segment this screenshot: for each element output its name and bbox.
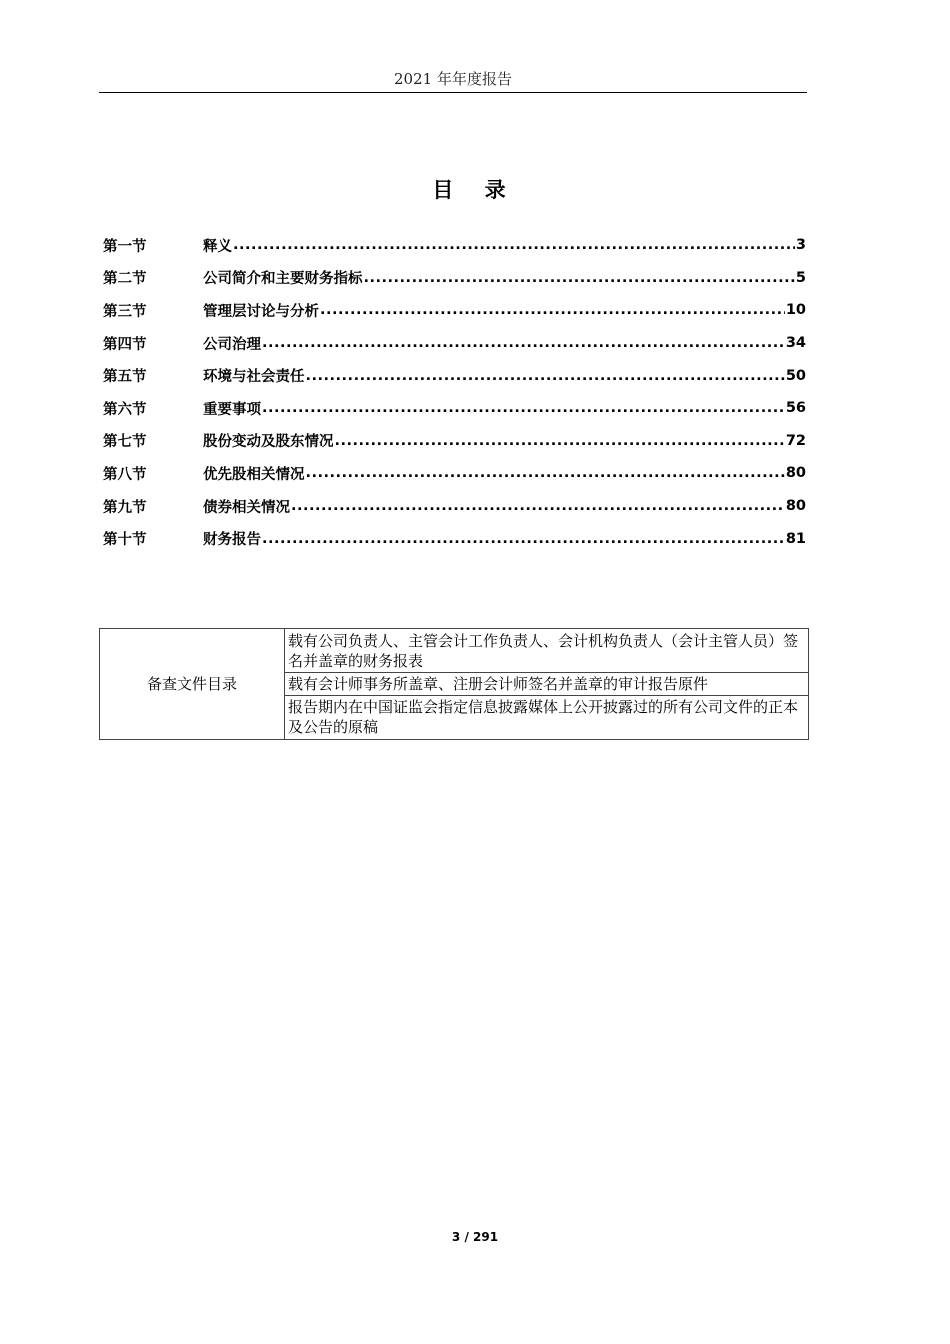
toc-entry[interactable]: [103, 327, 806, 360]
toc-page-number: 80: [785, 498, 806, 515]
toc-dot-leader: [233, 237, 795, 253]
toc-section-number: 第九节: [103, 499, 147, 516]
toc-section-title: 环境与社会责任: [203, 369, 305, 386]
toc-section-number: 第四节: [103, 336, 147, 353]
toc-page-number: 3: [795, 237, 806, 254]
reference-documents-table: [99, 628, 809, 740]
toc-section-number: 第八节: [103, 466, 147, 483]
toc-section-title: 管理层讨论与分析: [203, 303, 319, 320]
toc-page-number: 5: [795, 269, 806, 286]
toc-dot-leader: [364, 270, 795, 286]
toc-page-number: 10: [785, 302, 806, 319]
toc-page-number: 56: [785, 400, 806, 417]
toc-entry[interactable]: [103, 522, 806, 555]
toc-section-number: 第一节: [103, 238, 147, 255]
table-row: [100, 629, 809, 673]
toc-section-title: 财务报告: [203, 532, 261, 549]
toc-section-title: 股份变动及股东情况: [203, 434, 334, 451]
toc-dot-leader: [306, 465, 785, 481]
toc-dot-leader: [262, 400, 785, 416]
toc-page-number: 81: [785, 530, 806, 547]
toc-page-number: 80: [785, 465, 806, 482]
toc-dot-leader: [335, 433, 785, 449]
toc-entry[interactable]: [103, 425, 806, 458]
page-number: 3 / 291: [451, 1230, 499, 1244]
toc-dot-leader: [291, 498, 785, 514]
toc-entry[interactable]: [103, 392, 806, 425]
toc-section-title: 公司简介和主要财务指标: [203, 271, 363, 288]
toc-section-number: 第二节: [103, 271, 147, 288]
toc-entry[interactable]: [103, 229, 806, 262]
reference-document-item: 报告期内在中国证监会指定信息披露媒体上公开披露过的所有公司文件的正本及公告的原稿: [285, 695, 809, 739]
toc-section-title: 优先股相关情况: [203, 466, 305, 483]
reference-document-item: 载有公司负责人、主管会计工作负责人、会计机构负责人（会计主管人员）签名并盖章的财务报表: [285, 629, 809, 673]
toc-section-title: 债券相关情况: [203, 499, 290, 516]
toc-section-number: 第六节: [103, 401, 147, 418]
toc-dot-leader: [306, 368, 785, 384]
toc-section-number: 第十节: [103, 532, 147, 549]
toc-dot-leader: [262, 335, 785, 351]
toc-entry[interactable]: [103, 359, 806, 392]
toc-entry[interactable]: [103, 457, 806, 490]
reference-document-item: 载有会计师事务所盖章、注册会计师签名并盖章的审计报告原件: [285, 673, 809, 696]
toc-entry[interactable]: [103, 490, 806, 523]
toc-page-number: 72: [785, 432, 806, 449]
toc-entry[interactable]: [103, 294, 806, 327]
toc-entry[interactable]: [103, 262, 806, 295]
toc-section-number: 第五节: [103, 369, 147, 386]
toc-dot-leader: [262, 531, 785, 547]
toc-section-title: 公司治理: [203, 336, 261, 353]
page-header: 2021 年年度报告: [99, 68, 807, 93]
toc-title: 目 录: [432, 178, 518, 202]
toc-section-number: 第三节: [103, 303, 147, 320]
toc-dot-leader: [320, 302, 785, 318]
toc-section-title: 释义: [203, 238, 232, 255]
toc-section-number: 第七节: [103, 434, 147, 451]
toc-section-title: 重要事项: [203, 401, 261, 418]
table-of-contents: [103, 229, 806, 555]
reference-documents-label: 备查文件目录: [100, 629, 285, 740]
toc-page-number: 50: [785, 367, 806, 384]
toc-page-number: 34: [785, 335, 806, 352]
